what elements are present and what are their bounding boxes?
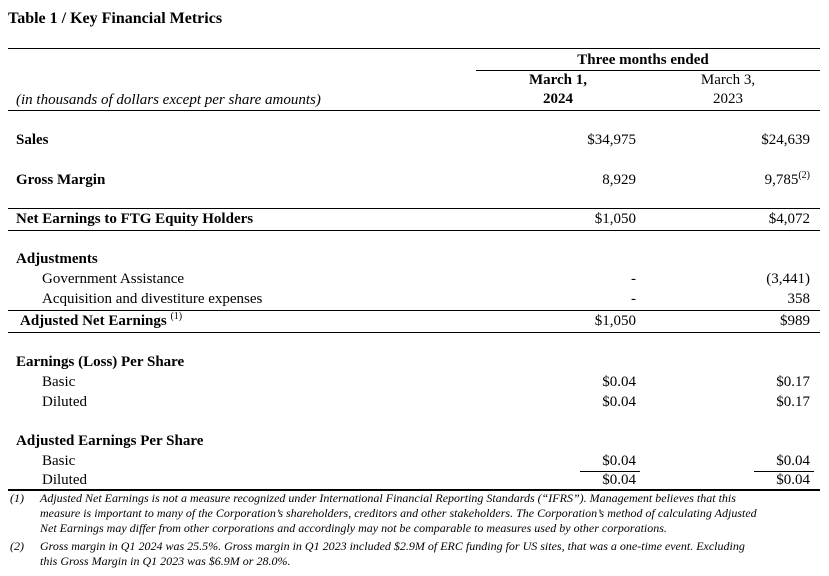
col-2023-line1: March 3, — [700, 72, 756, 88]
table-title: Table 1 / Key Financial Metrics — [8, 10, 223, 27]
footnote-1-line1: Adjusted Net Earnings is not a measure recognized under International Financial Reporting Standards (“IFRS”). Management believes that this — [40, 491, 736, 505]
gross-margin-2023-number: 9,785 — [764, 172, 799, 188]
value-gross-margin-2023 — [650, 172, 810, 189]
adjusted-net-top-rule — [8, 310, 820, 311]
value-adj-eps-basic-2023: $0.04 — [776, 453, 810, 469]
footnote-2-line1: Gross margin in Q1 2024 was 25.5%. Gross margin in Q1 2023 included $2.9M of ERC funding for US sites, that was a one-time event. Excluding — [40, 539, 745, 553]
col-2023-line2: 2023 — [713, 91, 743, 107]
value-eps-basic-2024: $0.04 — [602, 374, 636, 390]
value-gov-assist-2024: - — [631, 271, 636, 287]
value-acq-exp-2024: - — [631, 291, 636, 307]
value-eps-diluted-2023: $0.17 — [776, 394, 810, 410]
row-label-eps: Earnings (Loss) Per Share — [16, 354, 185, 370]
value-sales-2024: $34,975 — [587, 132, 636, 148]
value-adj-net-2023: $989 — [780, 313, 810, 329]
row-label-adj-eps-diluted: Diluted — [42, 472, 87, 488]
value-adj-eps-diluted-2024: $0.04 — [602, 472, 636, 488]
row-label-government-assistance: Government Assistance — [42, 271, 185, 287]
row-label-adj-eps-basic: Basic — [42, 453, 76, 469]
value-adj-eps-diluted-2023: $0.04 — [776, 472, 810, 488]
top-rule — [8, 48, 820, 49]
row-label-adjusted-net-earnings — [20, 313, 182, 330]
net-earnings-top-rule — [8, 208, 820, 209]
footnote-1-mark: (1) — [10, 491, 24, 505]
footnote-2-mark: (2) — [10, 539, 24, 553]
col-2024-line1: March 1, — [528, 72, 588, 88]
row-label-eps-basic: Basic — [42, 374, 76, 390]
footnote-2-line2: this Gross Margin in Q1 2023 was $6.9M or 28.0%. — [40, 554, 291, 568]
value-net-earnings-2024: $1,050 — [594, 211, 636, 227]
value-adj-eps-basic-2024: $0.04 — [602, 453, 636, 469]
col-2024-line2: 2024 — [543, 91, 573, 107]
value-gross-margin-2024: 8,929 — [602, 172, 636, 188]
footnote-ref-2: (2) — [798, 170, 810, 181]
value-eps-diluted-2024: $0.04 — [602, 394, 636, 410]
row-label-adjustments: Adjustments — [16, 251, 98, 267]
net-earnings-bottom-rule — [8, 230, 820, 231]
footnote-1-line2: measure is important to many of the Corporation’s shareholders, creditors and other stakeholders. The Corporation’s method of calculating Adjusted — [40, 506, 757, 520]
value-net-earnings-2023: $4,072 — [768, 211, 810, 227]
adjusted-net-earnings-text: Adjusted Net Earnings — [20, 313, 167, 329]
value-gov-assist-2023: (3,441) — [766, 271, 810, 287]
header-bottom-rule — [8, 110, 820, 111]
row-label-acquisition-expenses: Acquisition and divestiture expenses — [42, 291, 263, 307]
footnote-1-line3: Net Earnings may differ from other corporations and accordingly may not be comparable to measures used by other corporations. — [40, 521, 667, 535]
footnote-ref-1: (1) — [170, 311, 183, 322]
value-adj-net-2024: $1,050 — [594, 313, 636, 329]
value-eps-basic-2023: $0.17 — [776, 374, 810, 390]
row-label-eps-diluted: Diluted — [42, 394, 87, 410]
row-label-adjusted-eps: Adjusted Earnings Per Share — [16, 433, 204, 449]
row-label-net-earnings: Net Earnings to FTG Equity Holders — [16, 211, 254, 227]
row-label-sales: Sales — [16, 132, 49, 148]
units-note: (in thousands of dollars except per share amounts) — [16, 92, 321, 108]
period-rule — [476, 70, 820, 71]
row-label-gross-margin: Gross Margin — [16, 172, 106, 188]
period-label: Three months ended — [577, 52, 709, 68]
value-sales-2023: $24,639 — [761, 132, 810, 148]
adjusted-net-bottom-rule — [8, 332, 820, 333]
value-acq-exp-2023: 358 — [787, 291, 810, 307]
